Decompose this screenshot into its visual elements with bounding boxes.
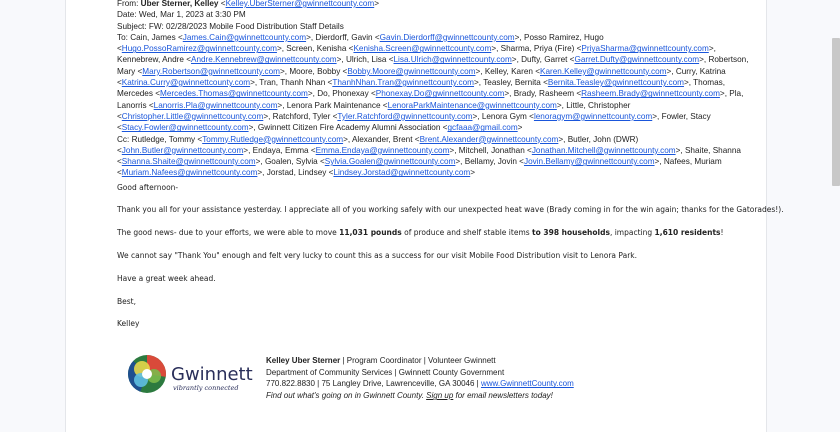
text: ! xyxy=(720,228,724,237)
to-recipient-email-link[interactable]: Bernita.Teasley@gwinnettcounty.com xyxy=(547,78,684,88)
separator: >, xyxy=(455,157,465,167)
separator: >, xyxy=(257,168,267,178)
recipient-name: Kennebrew, Andre < xyxy=(117,55,191,65)
date-value: Wed, Mar 1, 2023 at 3:30 PM xyxy=(138,10,246,20)
text: The good news- due to your efforts, we were able to move xyxy=(117,228,340,237)
separator: >, xyxy=(511,55,522,65)
recipient-name: Lenora Park Maintenance < xyxy=(286,100,388,110)
separator: >, xyxy=(475,66,485,76)
separator: >, xyxy=(449,145,459,155)
to-recipient-email-link[interactable]: Andre.Kennebrew@gwinnettcounty.com xyxy=(190,55,337,65)
separator: >, xyxy=(255,157,265,167)
contact-info: 770.822.8830 | 75 Langley Drive, Lawrenceville, GA 30046 | xyxy=(266,379,481,389)
paragraph-week: Have a great week ahead. xyxy=(117,274,216,283)
recipient-name: Ratchford, Tyler < xyxy=(272,111,338,121)
subject-label: Subject: xyxy=(117,21,147,31)
from-name: Uber Sterner, Kelley xyxy=(140,0,219,8)
date-label: Date: xyxy=(117,10,137,20)
recipient-name: Screen, Kenisha < xyxy=(286,44,354,54)
to-recipient-email-link[interactable]: Mary.Robertson@gwinnettcounty.com xyxy=(142,66,280,76)
to-recipient-email-link[interactable]: ThanhNhan.Tran@gwinnettcounty.com xyxy=(332,78,475,88)
from-label: From: xyxy=(117,0,139,8)
recipient-name: Jorstad, Lindsey < xyxy=(266,168,334,178)
to-recipient-email-link[interactable]: Lanorris.Pla@gwinnettcounty.com xyxy=(153,100,278,110)
separator: >, xyxy=(277,100,287,110)
greeting: Good afternoon- xyxy=(117,183,179,192)
to-recipient-email-link[interactable]: James.Cain@gwinnettcounty.com xyxy=(182,32,307,42)
separator: >, xyxy=(666,66,676,76)
to-recipient-email-link[interactable]: Karen.Kelley@gwinnettcounty.com xyxy=(540,66,667,76)
cc-recipient-email-link[interactable]: Lindsey.Jorstad@gwinnettcounty.com xyxy=(333,168,471,178)
gwinnett-logo-icon xyxy=(127,355,257,399)
to-recipient-email-link[interactable]: gcfaaa@gmail.com xyxy=(447,123,518,133)
from-line: From: Uber Sterner, Kelley <Kelley.UberSterner@gwinnettcounty.com> xyxy=(117,0,379,8)
separator: >, xyxy=(558,134,568,144)
separator: >, xyxy=(491,44,501,54)
to-recipient-list xyxy=(117,33,749,132)
cc-recipient-email-link[interactable]: John.Butler@gwinnettcounty.com xyxy=(121,145,244,155)
recipient-name: Fowler, Stacy < xyxy=(117,111,711,133)
cc-recipient-email-link[interactable]: Sylvia.Goalen@gwinnettcounty.com xyxy=(324,157,456,167)
separator: >, xyxy=(514,32,524,42)
recipient-name: Gwinnett Citizen Fire Academy Alumni Association < xyxy=(257,123,448,133)
separator: >, xyxy=(248,123,258,133)
recipient-name: Teasley, Bernita < xyxy=(483,78,548,88)
separator: >, xyxy=(683,78,694,88)
to-recipient-email-link[interactable]: Phonexay.Do@gwinnettcounty.com xyxy=(375,89,505,99)
email-signature xyxy=(117,355,757,415)
recipient-name: Dierdorff, Gavin < xyxy=(315,32,380,42)
separator: >, xyxy=(336,55,346,65)
separator: > xyxy=(470,168,476,178)
recipient-name: Brady, Rasheem < xyxy=(513,89,582,99)
separator: >, xyxy=(504,89,514,99)
cc-recipient-email-link[interactable]: Tommy.Rutledge@gwinnettcounty.com xyxy=(202,134,344,144)
scrollbar-thumb[interactable] xyxy=(832,38,840,186)
separator: >, xyxy=(243,145,253,155)
paragraph-gratitude: We cannot say "Thank You" enough and felt very lucky to count this as a success for our visit Mobile Food Distribution visit to Lenora Park. xyxy=(117,251,638,260)
to-recipient-email-link[interactable]: Tyler.Ratchford@gwinnettcounty.com xyxy=(337,111,473,121)
to-line xyxy=(117,32,757,134)
separator: > xyxy=(517,123,523,133)
closing: Best, xyxy=(117,297,136,306)
svg-text:Gwinnett: Gwinnett xyxy=(171,364,253,385)
signature-promo xyxy=(266,390,574,402)
svg-text:vibrantly connected: vibrantly connected xyxy=(173,384,239,392)
signature-department: Department of Community Services | Gwinnett County Government xyxy=(266,367,505,377)
separator: >, xyxy=(306,32,316,42)
sender-name: Kelley xyxy=(117,319,140,328)
to-recipient-email-link[interactable]: Gavin.Dierdorff@gwinnettcounty.com xyxy=(379,32,515,42)
recipient-name: Kelley, Karen < xyxy=(484,66,540,76)
to-recipient-email-link[interactable]: Christopher.Little@gwinnettcounty.com xyxy=(121,111,264,121)
cc-recipient-email-link[interactable]: Jovin.Bellamy@gwinnettcounty.com xyxy=(523,157,655,167)
signature-name-line xyxy=(266,355,574,367)
website-link[interactable]: www.GwinnettCounty.com xyxy=(480,379,574,389)
to-recipient-email-link[interactable]: lenoragym@gwinnettcounty.com xyxy=(533,111,653,121)
recipient-name: Lenora Gym < xyxy=(481,111,534,121)
recipient-name: Nafees, Muriam < xyxy=(117,157,722,178)
cc-label: Cc: xyxy=(117,134,130,144)
to-recipient-email-link[interactable]: Kenisha.Screen@gwinnettcounty.com xyxy=(353,44,492,54)
signature-contact xyxy=(266,378,574,390)
subject-value: FW: 02/28/2023 Mobile Food Distribution Staff Details xyxy=(148,21,344,31)
recipient-name: Little, Christopher < xyxy=(117,100,631,121)
separator: >, xyxy=(279,66,290,76)
paragraph-results xyxy=(117,228,724,237)
recipient-name: Shaite, Shanna < xyxy=(117,145,741,167)
to-recipient-email-link[interactable]: Garret.Dufty@gwinnettcounty.com xyxy=(574,55,700,65)
cc-line xyxy=(117,134,757,179)
date-line xyxy=(117,9,757,20)
signature-name: Kelley Uber Sterner xyxy=(266,356,341,365)
from-email-link[interactable]: Kelley.UberSterner@gwinnettcounty.com xyxy=(225,0,375,8)
recipient-name: Mitchell, Jonathan < xyxy=(458,145,532,155)
email-page xyxy=(65,0,784,432)
recipient-name: Dufty, Garret < xyxy=(521,55,575,65)
separator: >, xyxy=(307,89,318,99)
separator: >, xyxy=(719,89,730,99)
cc-recipient-email-link[interactable]: Muriam.Nafees@gwinnettcounty.com xyxy=(121,168,258,178)
to-recipient-email-link[interactable]: Mercedes.Thomas@gwinnettcounty.com xyxy=(160,89,308,99)
recipient-name: Butler, John (DWR) < xyxy=(117,134,639,155)
pounds-stat: 11,031 pounds xyxy=(339,228,402,237)
to-recipient-email-link[interactable]: Bobby.Moore@gwinnettcounty.com xyxy=(347,66,476,76)
to-recipient-email-link[interactable]: Lisa.Ulrich@gwinnettcounty.com xyxy=(393,55,512,65)
signature-text xyxy=(266,355,574,402)
separator: >, xyxy=(556,100,567,110)
separator: >, xyxy=(699,55,709,65)
email-header xyxy=(117,0,757,179)
text: , impacting xyxy=(609,228,655,237)
cc-recipient-email-link[interactable]: Jonathan.Mitchell@gwinnettcounty.com xyxy=(531,145,676,155)
separator: >, xyxy=(263,111,273,121)
subject-line xyxy=(117,21,757,32)
recipient-name: Alexander, Brent < xyxy=(351,134,420,144)
gwinnett-logo xyxy=(127,355,257,399)
recipient-name: Tran, Thanh Nhan < xyxy=(259,78,333,88)
separator: >, xyxy=(675,145,685,155)
separator: >, xyxy=(654,157,664,167)
recipient-name: Posso Ramirez, Hugo < xyxy=(117,32,604,54)
text: of produce and shelf stable items xyxy=(401,228,533,237)
signup-link[interactable]: Sign up xyxy=(426,391,454,401)
separator: >, xyxy=(276,44,287,54)
households-stat: to 398 households xyxy=(532,228,610,237)
recipient-name: Bellamy, Jovin < xyxy=(464,157,524,167)
to-recipient-email-link[interactable]: Hugo.PossoRamirez@gwinnettcounty.com xyxy=(121,44,277,54)
to-label: To: xyxy=(117,32,128,42)
cc-recipient-list xyxy=(117,135,741,178)
recipient-name: Pla, Lanorris < xyxy=(117,89,744,110)
separator: >, xyxy=(472,111,482,121)
recipient-name: Robertson, Mary < xyxy=(117,55,749,76)
separator: >, xyxy=(250,78,260,88)
residents-stat: 1,610 residents xyxy=(654,228,721,237)
separator: >, xyxy=(474,78,484,88)
recipient-name: Goalen, Sylvia < xyxy=(264,157,325,167)
signature-title: | Program Coordinator | Volunteer Gwinnett xyxy=(340,356,496,365)
recipient-name: Endaya, Emma < xyxy=(252,145,316,155)
cc-recipient-email-link[interactable]: Shanna.Shaite@gwinnettcounty.com xyxy=(121,157,256,167)
to-recipient-email-link[interactable]: Katrina.Curry@gwinnettcounty.com xyxy=(121,78,251,88)
recipient-name: Curry, Katrina < xyxy=(117,66,726,88)
cc-recipient-email-link[interactable]: Brent.Alexander@gwinnettcounty.com xyxy=(419,134,559,144)
recipient-name: Thomas, Mercedes < xyxy=(117,78,725,99)
recipient-name: Rutledge, Tommy < xyxy=(131,134,203,144)
separator: >, xyxy=(343,134,352,144)
recipient-name: Ulrich, Lisa < xyxy=(345,55,394,65)
to-recipient-email-link[interactable]: LenoraParkMaintenance@gwinnettcounty.com xyxy=(387,100,557,110)
separator: >, xyxy=(652,111,662,121)
promo-text: Find out what's going on in Gwinnett County. xyxy=(266,391,427,401)
recipient-name: Do, Phonexay < xyxy=(317,89,376,99)
separator: >, xyxy=(708,44,716,54)
cc-recipient-email-link[interactable]: Emma.Endaya@gwinnettcounty.com xyxy=(315,145,450,155)
recipient-name: Cain, James < xyxy=(130,32,183,42)
to-recipient-email-link[interactable]: Stacy.Fowler@gwinnettcounty.com xyxy=(121,123,249,133)
to-recipient-email-link[interactable]: Rasheem.Brady@gwinnettcounty.com xyxy=(581,89,720,99)
paragraph-thanks: Thank you all for your assistance yesterday. I appreciate all of you working safely with our unexpected heat wave (Brady coming in for the win again; thanks for the Gatorades!). xyxy=(117,205,784,214)
recipient-name: Moore, Bobby < xyxy=(289,66,348,76)
promo-text: for email newsletters today! xyxy=(453,391,553,401)
recipient-name: Sharma, Priya (Fire) < xyxy=(500,44,582,54)
to-recipient-email-link[interactable]: PriyaSharma@gwinnettcounty.com xyxy=(581,44,709,54)
